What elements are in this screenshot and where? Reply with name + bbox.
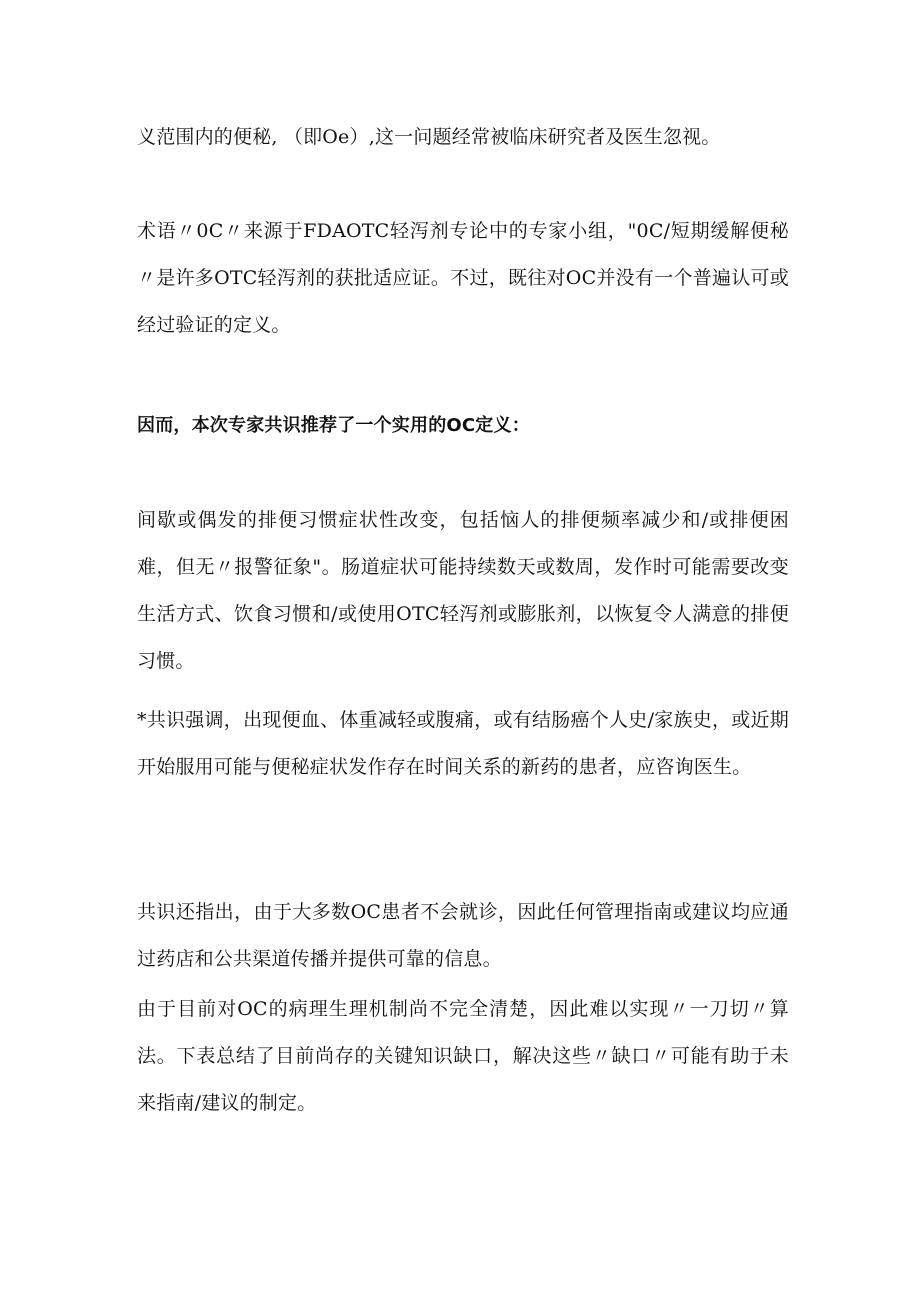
paragraph-oc-intro: 义范围内的便秘, （即Oe）,这一问题经常被临床研究者及医生忽视。	[137, 126, 721, 148]
paragraph-definition-heading: 因而，本次专家共识推荐了一个实用的OC定义：	[137, 415, 530, 436]
paragraph-pharmacy-guidance: 共识还指出，由于大多数OC患者不会就诊，因此任何管理指南或建议均应通过药店和公共渠道传播并提供可靠的信息。	[137, 901, 789, 970]
paragraph-oc-definition: 间歇或偶发的排便习惯症状性改变，包括恼人的排便频率减少和/或排便困难，但无〃报警征象"。肠道症状可能持续数天或数周，发作时可能需要改变生活方式、饮食习惯和/或使用OTC轻泻剂或膨胀剂，以恢复令人满意的排便习惯。	[137, 509, 789, 672]
paragraph-term-origin: 术语〃0C〃来源于FDAOTC轻泻剂专论中的专家小组，"0C/短期缓解便秘〃是许多OTC轻泻剂的获批适应证。不过，既往对OC并没有一个普遍认可或经过验证的定义。	[137, 220, 790, 336]
paragraph-consensus-note: *共识强调，出现便血、体重减轻或腹痛，或有结肠癌个人史/家族史，或近期开始服用可能与便秘症状发作存在时间关系的新药的患者，应咨询医生。	[137, 709, 789, 778]
paragraph-knowledge-gaps: 由于目前对OC的病理生理机制尚不完全清楚，因此难以实现〃一刀切〃算法。下表总结了目前尚存的关键知识缺口，解决这些〃缺口〃可能有助于未来指南/建议的制定。	[137, 998, 789, 1114]
